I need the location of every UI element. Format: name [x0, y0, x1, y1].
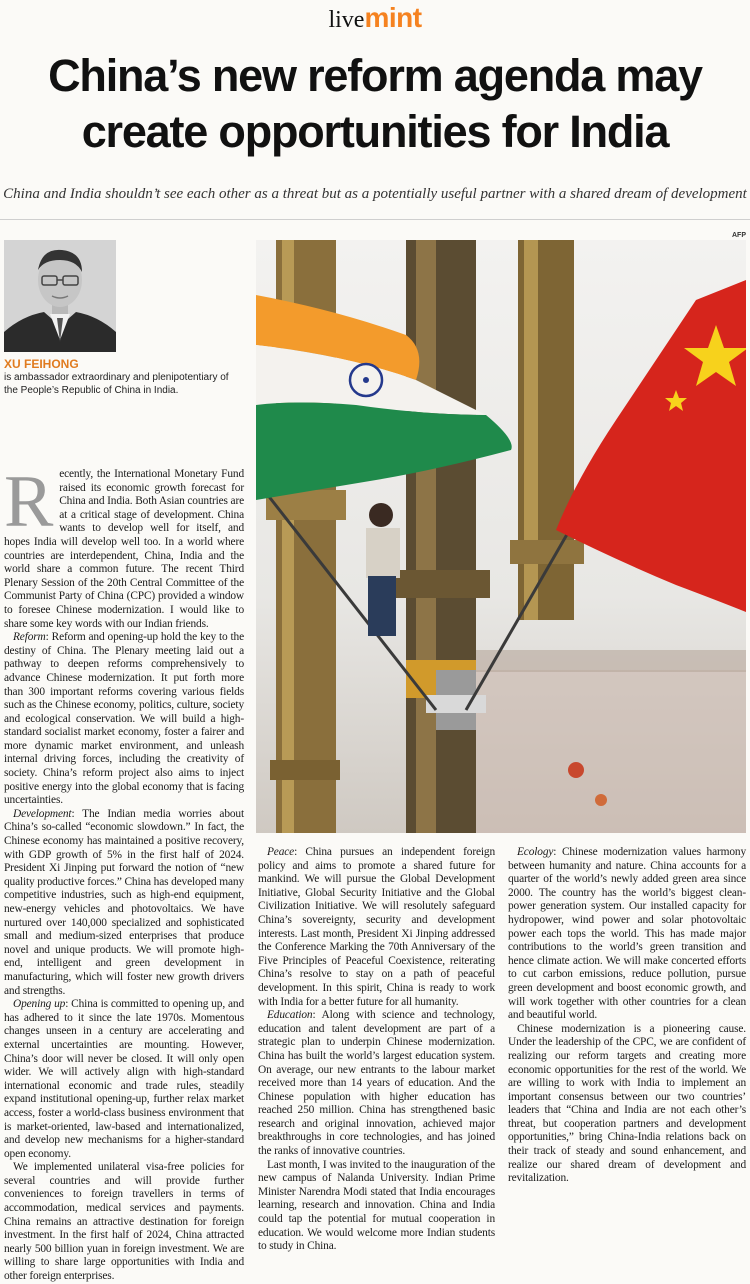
ecology-lead: Ecology: [517, 846, 554, 858]
ecology-text: : Chinese modernization values harmony between humanity and nature. China accounts for a quarter of the world’s newly added green area since 2000. The country has the world’s biggest clean-power generation system. Our installed capacity for hydropower, wind power and solar photovoltaic power each tops the world. This has made major contributions to the world’s green transition and hence climate action. We will make concerted efforts to cut carbon emissions, reduce pollution, pursue green development and boost economic growth, and will work together with other countries for a clean and beautiful world.: [508, 846, 746, 1022]
reform-lead: Reform: [13, 631, 46, 644]
article-column-1: [4, 461, 244, 1283]
masthead-mint: mint: [364, 2, 422, 33]
paragraph-reform: [4, 631, 244, 808]
paragraph-visa: We implemented unilateral visa-free policies for several countries and will provide further conveniences to foreign travellers in terms of accommodation, medical services and payments. China remains an attractive destination for foreign investment. In the first half of 2024, China attracted nearly 500 billion yuan in foreign investment. We are willing to share large opportunities with India and other foreign enterprises.: [4, 1161, 244, 1283]
development-text: : The Indian media worries about China’s so-called “economic slowdown.” In fact, the Chinese economy has maintained a positive recovery, with GDP growth of 5% in the first half of 2024. President Xi Jinping put forward the notion of “new quality productive forces.” China has developed many competitive industries, such as high-end equipment, new-energy vehicles and photovoltaics. We have nurtured over 140,000 specialized and sophisticated small and medium-sized enterprises that produce novel and unique products. We will promote high-end, intelligent and green development in manufacturing, which will foster new growth drivers and strengths.: [4, 807, 244, 997]
paragraph-closing: Chinese modernization is a pioneering cause. Under the leadership of the CPC, we are confident of realizing our reform targets and creating more economic opportunities for the rest of the world. We are willing to work with India to implement an important consensus between our two countries’ leaders that “China and India are not each other’s threat, but cooperation partners and development opportunities,” bring China-India relations back on their track of steady and sound enhancement, and realize our shared dream of development and revitalization.: [508, 1022, 746, 1185]
opening-text: : China is committed to opening up, and has adhered to it since the late 1970s. Momentous changes unseen in a century are accelerating and external uncertainties are mounting. However, China’s door will never be closed. It will only open wider. We will actively align with high-standard international economic and trade rules, steadily expand institutional opening-up, further relax market access, foster a world-class business environment that is market-oriented, law-based and internationalized, and develop new mechanisms for a higher-standard open economy.: [4, 998, 244, 1160]
photo-credit: AFP: [732, 232, 746, 239]
divider: [0, 219, 750, 220]
education-lead: Education: [267, 1009, 313, 1022]
intro-text: ecently, the International Monetary Fund raised its economic growth forecast for China and India. Both Asian countries are at a critical stage of development. China wants to develop well for itself, and hopes India will develop well too. In a world where countries are interdependent, China, India and the world share a common future. The recent Third Plenary Session of the 20th Central Committee of the Communist Party of China (CPC) provided a window to foresee Chinese modernization. I would like to share some key words with our Indian friends.: [4, 468, 244, 630]
paragraph-opening-up: [4, 998, 244, 1161]
author-bio: is ambassador extraordinary and plenipotentiary of the People’s Republic of China in India.: [4, 372, 229, 396]
masthead-live: live: [328, 7, 365, 33]
paragraph-intro: [4, 461, 244, 631]
paragraph-education: [258, 1009, 495, 1159]
masthead: [0, 2, 750, 34]
headline-line-1: China’s new reform agenda may: [48, 50, 702, 101]
article-photo: [256, 240, 746, 833]
paragraph-development: [4, 808, 244, 998]
paragraph-nalanda: Last month, I was invited to the inauguration of the new campus of Nalanda University. Indian Prime Minister Narendra Modi stated that India encourages learning, research and innovation. China and India could tap the potential for mutual cooperation in education. We would welcome more Indian students to study in China.: [258, 1158, 495, 1253]
opening-lead: Opening up: [13, 998, 66, 1011]
author-name: XU FEIHONG: [4, 357, 79, 371]
headline-line-2: create opportunities for India: [81, 106, 669, 157]
drop-cap: R: [4, 461, 54, 543]
article-column-2: [258, 846, 495, 1253]
paragraph-peace: [258, 846, 495, 1009]
peace-text: : China pursues an independent foreign policy and aims to promote a shared future for mankind. We will pursue the Global Development Initiative, Global Security Initiative and the Global Civilization Initiative. We will resolutely safeguard China’s sovereignty, security and development interests. Last month, President Xi Jinping addressed the Conference Marking the 70th Anniversary of the Five Principles of Peaceful Coexistence, reiterating China’s resolve to stay on a path of peaceful development. In this spirit, China is ready to work with India for a better future for all humanity.: [258, 846, 495, 1008]
headline: [0, 48, 750, 160]
paragraph-ecology: [508, 846, 746, 1023]
peace-lead: Peace: [267, 846, 295, 858]
standfirst: China and India shouldn’t see each other as a threat but as a potentially useful partner with a shared dream of development: [3, 186, 747, 202]
author-photo: [4, 240, 116, 352]
article-column-3: [508, 846, 746, 1238]
education-text: : Along with science and technology, education and talent development are part of a strategic plan to underpin Chinese modernization. China has built the world’s largest education system. On average, our new entrants to the labour market received more than 14 years of education. And the Chinese population with higher education has reached 250 million. China has strengthened basic research and original innovation, achieved major breakthroughs in core technologies, and has joined the ranks of innovative countries.: [258, 1009, 495, 1158]
reform-text: : Reform and opening-up hold the key to the destiny of China. The Plenary meeting laid out a pathway to deepen reforms comprehensively to advance Chinese modernization. It put forth more than 300 important reforms covering various fields such as the Chinese economy, politics, culture, society and ecological conservation. We will build a high-standard socialist market economy, foster a fairer and more dynamic market environment, and unleash internal driving forces, including the creativity of society. China’s reform project also aims to inject positive energy into the global economy that is facing uncertainties.: [4, 631, 244, 807]
development-lead: Development: [13, 807, 72, 820]
